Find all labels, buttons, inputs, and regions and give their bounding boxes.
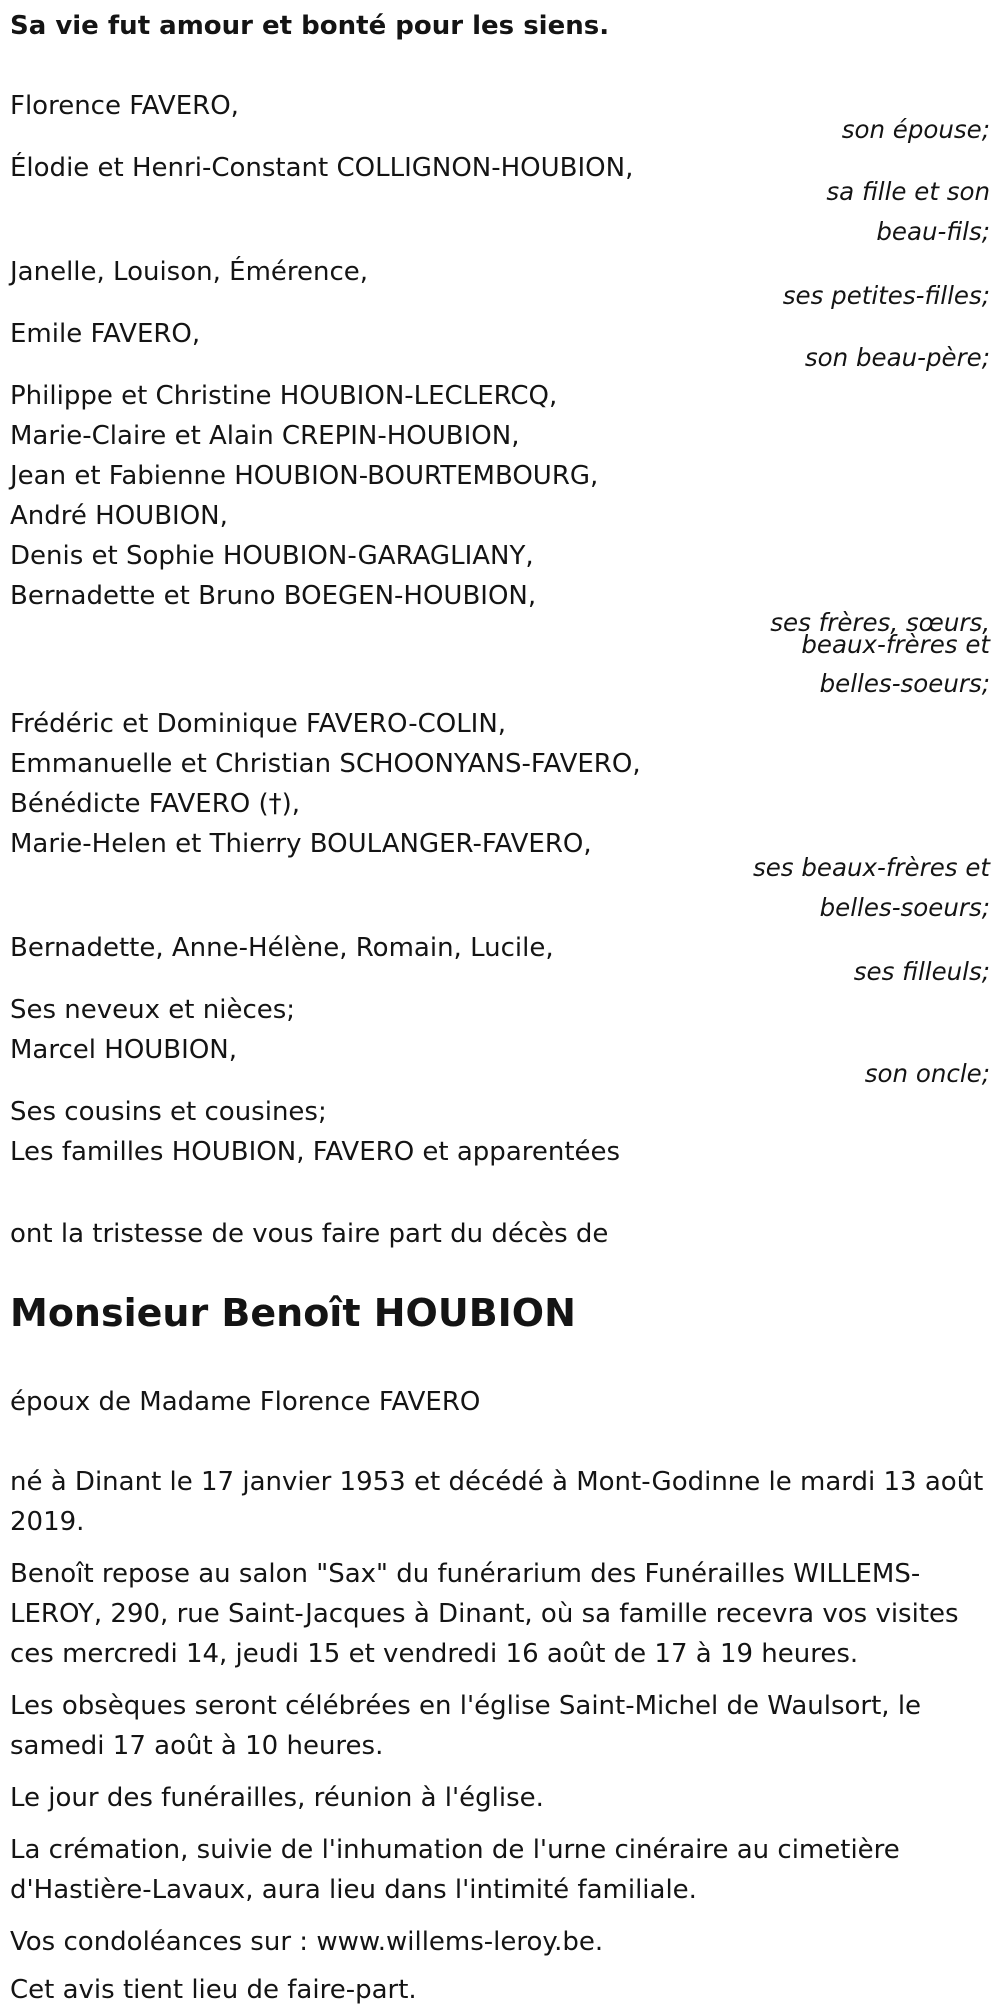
spouse-text: époux de Madame Florence FAVERO (10, 1387, 481, 1417)
sibling-line: Denis et Sophie HOUBION-GARAGLIANY, (10, 541, 534, 571)
relation-godchildren: ses filleuls; (853, 957, 990, 986)
relation-inlaws-b: belles-soeurs; (819, 893, 990, 922)
relation-spouse: son épouse; (841, 115, 990, 144)
cremation-paragraph: La crémation, suivie de l'inhumation de l'urne cinéraire au cimetière d'Hastière-Lavaux, aura lieu dans l'intimité familiale. (10, 1835, 900, 1905)
intro-text: Sa vie fut amour et bonté pour les siens. (10, 11, 610, 41)
family-line-nephews: Ses neveux et nièces; (10, 995, 296, 1025)
family-line-cousins: Ses cousins et cousines; (10, 1097, 327, 1127)
family-line-godchildren: Bernadette, Anne-Hélène, Romain, Lucile, (10, 933, 554, 963)
relation-siblings-b: beaux-frères et (801, 630, 990, 659)
inlaw-line: Marie-Helen et Thierry BOULANGER-FAVERO, (10, 829, 592, 859)
rest-paragraph: Benoît repose au salon "Sax" du funérarium des Funérailles WILLEMS-LEROY, 290, rue Saint-Jacques à Dinant, où sa famille recevra vos visites ces mercredi 14, jeudi 15 et vendredi 16 août de 17 à 19 heures. (10, 1559, 959, 1669)
relation-uncle: son oncle; (864, 1059, 990, 1088)
family-line-father-in-law: Emile FAVERO, (10, 319, 201, 349)
relation-granddaughters: ses petites-filles; (782, 281, 990, 310)
birth-death-paragraph: né à Dinant le 17 janvier 1953 et décédé à Mont-Godinne le mardi 13 août 2019. (10, 1467, 984, 1537)
family-line-spouse: Florence FAVERO, (10, 91, 239, 121)
sibling-line: Jean et Fabienne HOUBION-BOURTEMBOURG, (10, 461, 599, 491)
relation-father-in-law: son beau-père; (804, 343, 990, 372)
family-line-families: Les familles HOUBION, FAVERO et apparentées (10, 1137, 621, 1167)
relation-daughter-b: beau-fils; (876, 217, 990, 246)
announcement-text: ont la tristesse de vous faire part du décès de (10, 1219, 609, 1249)
relation-siblings-c: belles-soeurs; (819, 669, 990, 698)
relation-inlaws-a: ses beaux-frères et (752, 853, 990, 882)
relation-siblings-a: ses frères, sœurs, (770, 608, 990, 637)
inlaw-line: Emmanuelle et Christian SCHOONYANS-FAVERO, (10, 749, 641, 779)
sibling-line: André HOUBION, (10, 501, 228, 531)
inlaw-line: Bénédicte FAVERO (†), (10, 789, 301, 819)
family-line-granddaughters: Janelle, Louison, Émérence, (10, 257, 369, 287)
condolences-paragraph: Vos condoléances sur : www.willems-leroy.be. (10, 1927, 604, 1957)
funeral-paragraph: Les obsèques seront célébrées en l'église Saint-Michel de Waulsort, le samedi 17 août à 10 heures. (10, 1691, 922, 1761)
family-line-uncle: Marcel HOUBION, (10, 1035, 237, 1065)
notice-paragraph: Cet avis tient lieu de faire-part. (10, 1975, 417, 2005)
sibling-line: Marie-Claire et Alain CREPIN-HOUBION, (10, 421, 520, 451)
sibling-line: Philippe et Christine HOUBION-LECLERCQ, (10, 381, 558, 411)
deceased-name: Monsieur Benoît HOUBION (10, 1291, 576, 1335)
family-line-daughter: Élodie et Henri-Constant COLLIGNON-HOUBION, (10, 153, 634, 183)
relation-daughter-a: sa fille et son (826, 177, 990, 206)
inlaw-line: Frédéric et Dominique FAVERO-COLIN, (10, 709, 507, 739)
sibling-line: Bernadette et Bruno BOEGEN-HOUBION, (10, 581, 537, 611)
meeting-paragraph: Le jour des funérailles, réunion à l'église. (10, 1783, 544, 1813)
